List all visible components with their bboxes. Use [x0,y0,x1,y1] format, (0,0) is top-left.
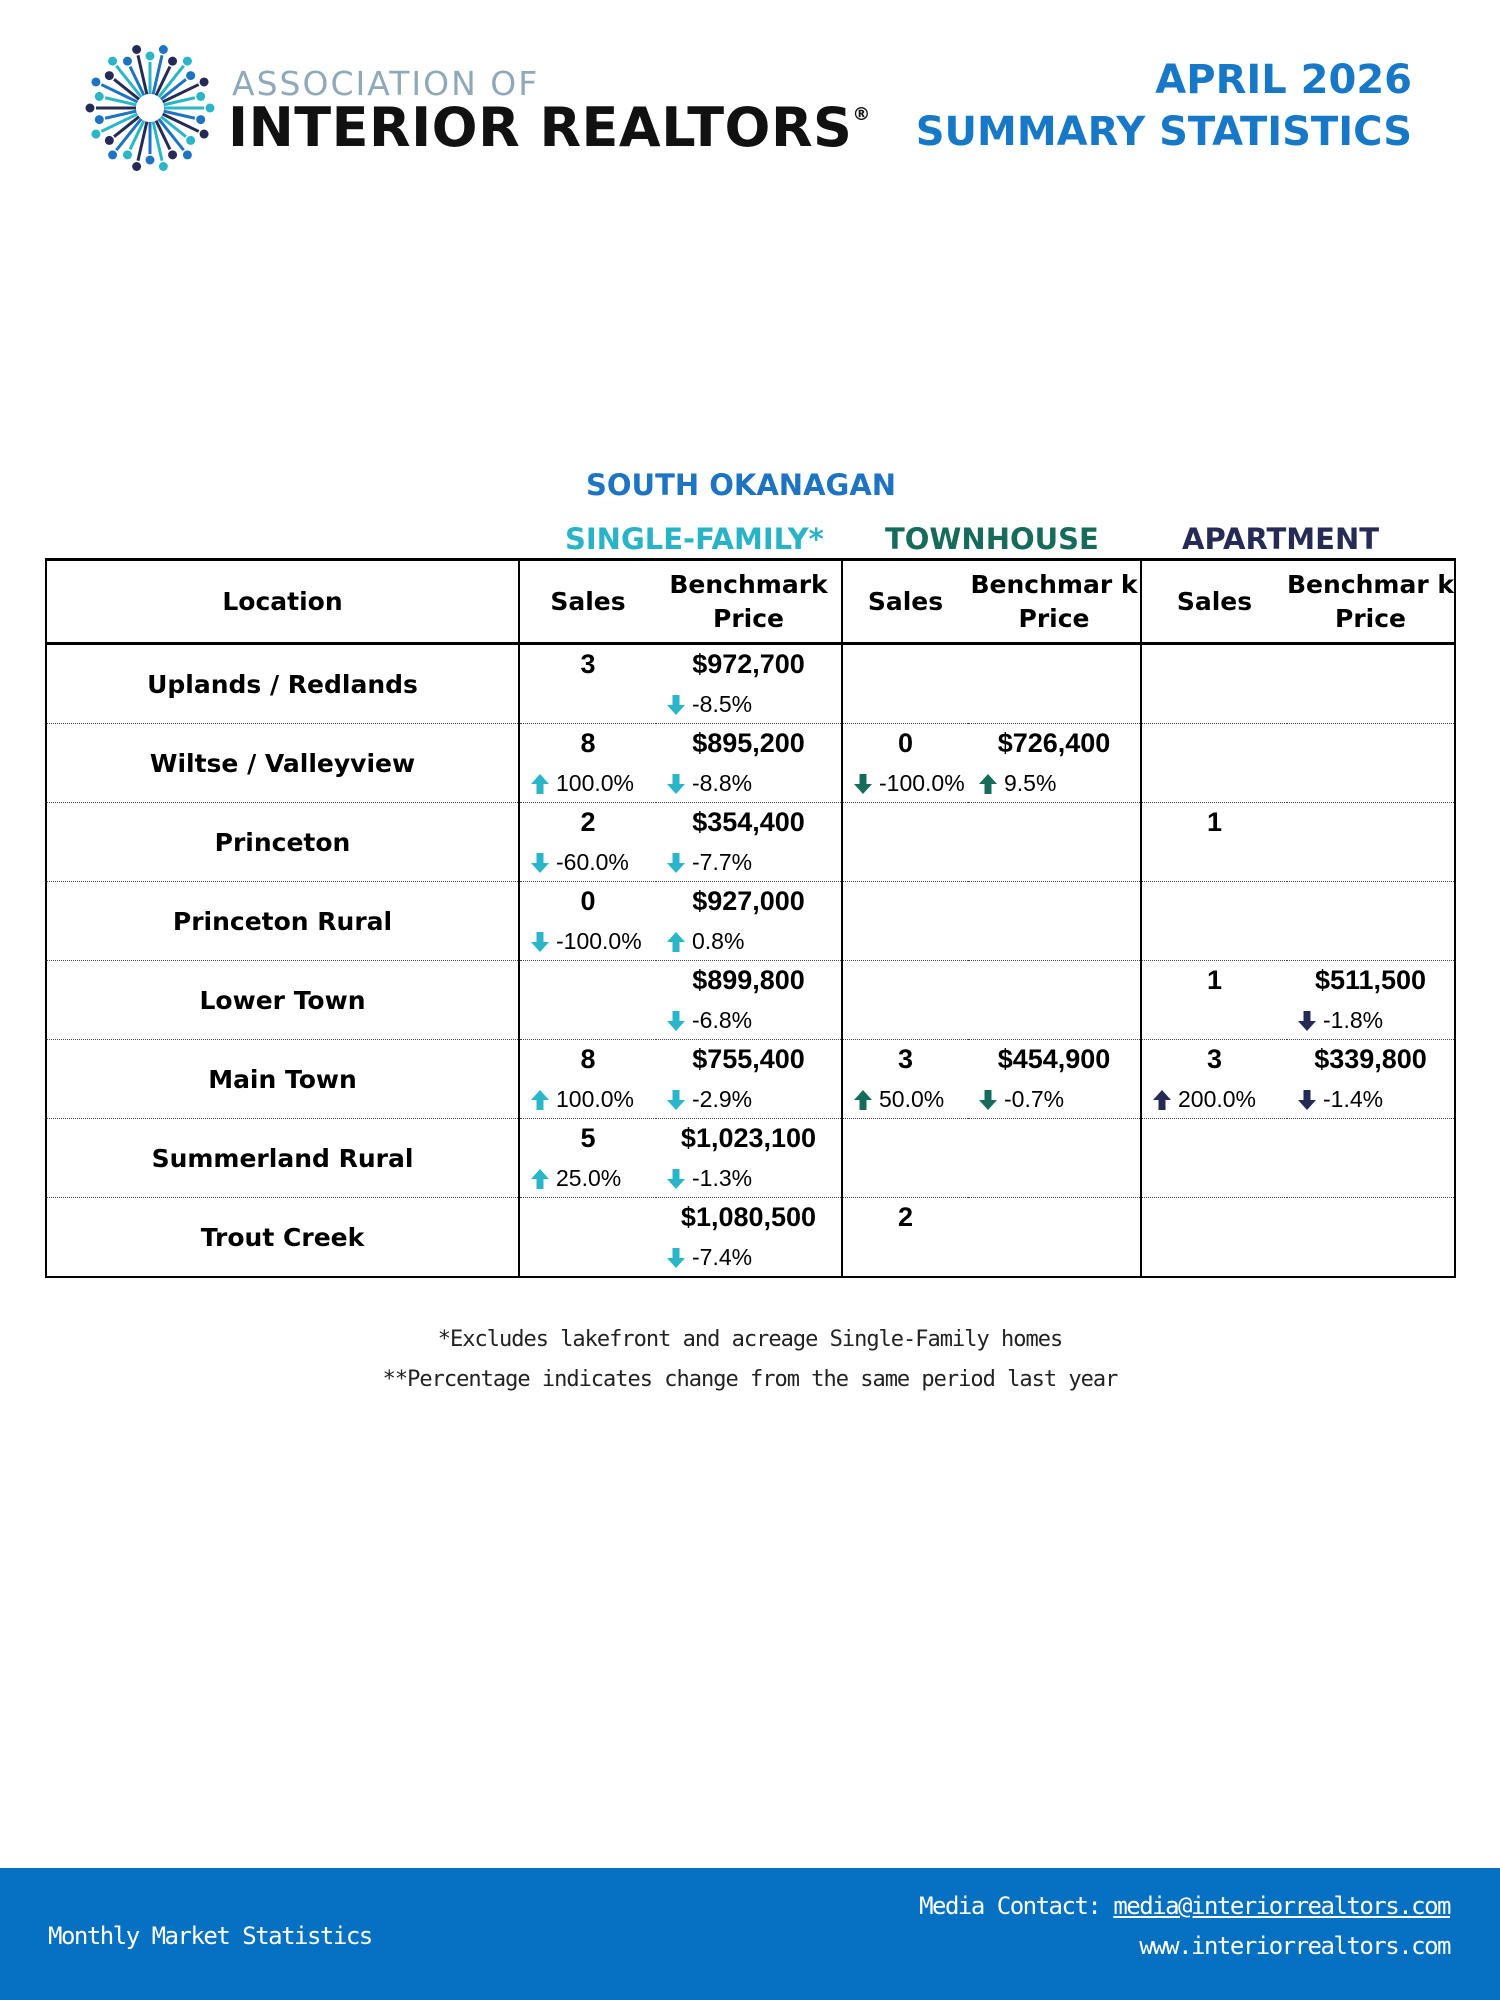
ap-price-content [1287,645,1454,723]
th-price-cell [968,961,1141,1040]
sf-sales-change [530,849,629,876]
table-row [46,1119,1455,1198]
sf-price-change [666,1007,752,1034]
group-label-townhouse: TOWNHOUSE [885,522,1099,556]
ap-price-cell [1287,803,1455,882]
ap-price-content [1287,1119,1454,1197]
sf-sales-content [520,724,656,802]
ap-sales-cell [1141,961,1287,1040]
th-sales-change [853,770,965,797]
media-contact-email-link[interactable]: media@interiorrealtors.com [1113,1892,1450,1920]
th-price-cell [968,1119,1141,1198]
location-cell: Trout Creek [46,1198,519,1278]
media-contact-label: Media Contact: [919,1892,1114,1920]
sf-price-change [666,1244,752,1271]
location-cell: Princeton Rural [46,882,519,961]
ap-sales-value: 3 [1206,1044,1223,1074]
ap-price-value: $339,800 [1314,1044,1427,1074]
sf-sales-content [520,803,656,881]
table-row [46,644,1455,724]
ap-sales-change [1152,1086,1256,1113]
th-sales-cell [842,644,968,724]
column-header-sf-sales: Sales [519,560,656,644]
report-title [916,54,1412,158]
sf-price-change-text: -7.7% [692,849,753,875]
sf-price-value: $1,023,100 [680,1123,817,1153]
ap-sales-content [1142,1119,1287,1197]
ap-sales-content [1142,645,1287,723]
sf-price-value: $354,400 [692,807,805,837]
org-name-text: INTERIOR REALTORS [228,96,853,159]
footnote-2: **Percentage indicates change from the same period last year [382,1367,1118,1392]
arrow-down-icon [1297,1089,1317,1111]
logo-dot [196,115,205,124]
sf-price-change [666,691,752,718]
sf-price-content [656,1119,841,1197]
sf-price-value: $899,800 [692,965,805,995]
th-sales-cell [842,803,968,882]
org-name-line2 [228,96,871,159]
arrow-up-icon [1152,1089,1172,1111]
sf-price-cell [656,1198,842,1278]
sf-sales-content [520,882,656,960]
header [0,0,1500,200]
sf-price-cell [656,1040,842,1119]
sf-sales-value: 2 [580,807,596,837]
table-row [46,1198,1455,1278]
th-price-cell [968,1198,1141,1278]
column-header-th-sales: Sales [842,560,968,644]
logo-dot [95,92,104,101]
ap-sales-content [1142,1198,1287,1276]
ap-price-change-text: -1.4% [1323,1086,1384,1112]
statistics-table [45,558,1456,1278]
th-sales-content [843,1198,968,1276]
sf-price-content [656,1198,841,1276]
logo-dot [108,150,117,159]
th-sales-value: 0 [897,728,914,758]
logo-dot [200,130,209,139]
table-row [46,724,1455,803]
ap-sales-value: 1 [1206,965,1223,995]
sf-sales-value: 8 [580,728,596,758]
column-header-sf-price: Benchmark Price [656,560,842,644]
arrow-down-icon [666,773,686,795]
arrow-down-icon [978,1089,998,1111]
ap-price-change [1297,1007,1383,1034]
logo-dot [105,71,114,80]
sf-sales-cell [519,644,656,724]
sf-sales-cell [519,724,656,803]
arrow-down-icon [530,852,550,874]
sf-price-content [656,1040,841,1118]
arrow-up-icon [978,773,998,795]
sf-price-value: $1,080,500 [680,1202,817,1232]
arrow-down-icon [666,1168,686,1190]
logo-dot [86,104,95,113]
th-price-content [968,1119,1140,1197]
th-sales-cell [842,1198,968,1278]
sf-sales-cell [519,882,656,961]
column-header-th-price: Benchmar k Price [968,560,1141,644]
ap-price-content [1287,1198,1454,1276]
ap-sales-cell [1141,882,1287,961]
sf-sales-content [520,645,656,723]
ap-sales-change-text: 200.0% [1178,1086,1257,1112]
table-row [46,882,1455,961]
sf-price-value: $755,400 [692,1044,805,1074]
ap-sales-value: 1 [1206,807,1223,837]
sf-price-change-text: -1.3% [692,1165,753,1191]
th-price-change [978,1086,1064,1113]
sf-sales-change [530,928,642,955]
sf-price-change-text: -6.8% [692,1007,753,1033]
th-sales-content [843,882,968,960]
logo-dot [196,92,205,101]
arrow-down-icon [666,852,686,874]
ap-price-cell [1287,961,1455,1040]
sf-price-change-text: -8.8% [692,770,753,796]
arrow-down-icon [666,694,686,716]
logo-dot [146,156,155,165]
sf-sales-change-text: -60.0% [556,849,629,875]
logo-dot [132,162,141,171]
sf-sales-content [520,1119,656,1197]
sf-sales-cell [519,961,656,1040]
group-label-apartment: APARTMENT [1182,522,1380,556]
th-price-content [968,882,1140,960]
arrow-up-icon [530,1168,550,1190]
group-label-single-family: SINGLE-FAMILY* [565,522,824,556]
logo-dot [95,115,104,124]
logo-dot [105,136,114,145]
sf-sales-change-text: 100.0% [556,770,635,796]
logo-dot [123,57,132,66]
ap-price-content [1287,803,1454,881]
ap-price-content [1287,882,1454,960]
ap-sales-cell [1141,724,1287,803]
th-sales-cell [842,882,968,961]
footnotes [0,1320,1500,1400]
sf-sales-cell [519,1198,656,1278]
th-sales-content [843,803,968,881]
sf-price-content [656,961,841,1039]
location-cell: Summerland Rural [46,1119,519,1198]
th-sales-value: 3 [897,1044,914,1074]
th-price-content [968,961,1140,1039]
sf-price-change [666,1165,752,1192]
th-price-content [968,1198,1140,1276]
report-month: APRIL 2026 [1155,57,1412,103]
ap-sales-cell [1141,644,1287,724]
sf-sales-content [520,1198,656,1276]
sf-price-change [666,849,752,876]
ap-sales-content [1142,803,1287,881]
th-sales-content [843,724,968,802]
th-sales-cell [842,961,968,1040]
th-sales-content [843,1040,968,1118]
arrow-up-icon [666,931,686,953]
sf-sales-value: 3 [580,649,596,679]
ap-sales-content [1142,1040,1287,1118]
sf-sales-change-text: 25.0% [556,1165,622,1191]
ap-price-cell [1287,1119,1455,1198]
th-price-cell [968,882,1141,961]
ap-sales-content [1142,961,1287,1039]
table-row [46,803,1455,882]
th-price-content [968,724,1140,802]
th-price-cell [968,803,1141,882]
sf-price-cell [656,882,842,961]
arrow-down-icon [666,1089,686,1111]
sf-sales-content [520,1040,656,1118]
ap-price-change-text: -1.8% [1323,1007,1384,1033]
logo-dot [132,45,141,54]
location-cell: Main Town [46,1040,519,1119]
th-price-cell [968,724,1141,803]
arrow-up-icon [530,773,550,795]
th-sales-change [853,1086,944,1113]
arrow-down-icon [853,773,873,795]
table-header-row [46,560,1455,644]
th-price-change [978,770,1056,797]
ap-sales-cell [1141,1040,1287,1119]
website-text: www.interiorrealtors.com [1139,1932,1450,1960]
ap-sales-content [1142,724,1287,802]
sf-price-change-text: -7.4% [692,1244,753,1270]
logo-dot [206,104,215,113]
logo-dot [159,45,168,54]
th-sales-cell [842,724,968,803]
th-sales-content [843,961,968,1039]
sf-sales-change [530,1086,634,1113]
footer-bar [0,1868,1500,2000]
logo-dot [159,162,168,171]
th-price-cell [968,644,1141,724]
th-price-cell [968,1040,1141,1119]
ap-price-cell [1287,1198,1455,1278]
sf-sales-change-text: 100.0% [556,1086,635,1112]
column-header-ap-price: Benchmar k Price [1287,560,1455,644]
footer-contact [919,1886,1450,1966]
sf-price-change-text: 0.8% [692,928,745,954]
sf-sales-change-text: -100.0% [556,928,642,954]
sf-price-cell [656,724,842,803]
th-price-change-text: -0.7% [1004,1086,1065,1112]
sf-price-cell [656,961,842,1040]
sf-sales-cell [519,1119,656,1198]
table-row [46,1040,1455,1119]
ap-price-content [1287,1040,1454,1118]
arrow-down-icon [530,931,550,953]
location-cell: Uplands / Redlands [46,644,519,724]
ap-price-content [1287,724,1454,802]
sf-sales-change [530,770,634,797]
logo-dot [168,57,177,66]
media-contact-line [919,1886,1450,1926]
sf-sales-content [520,961,656,1039]
arrow-down-icon [1297,1010,1317,1032]
sf-price-change [666,928,744,955]
logo-dot [123,150,132,159]
ap-sales-content [1142,882,1287,960]
sf-price-cell [656,1119,842,1198]
org-name-line1: ASSOCIATION OF [232,64,540,103]
sf-price-content [656,645,841,723]
sf-price-cell [656,803,842,882]
th-price-content [968,645,1140,723]
sf-price-cell [656,644,842,724]
sf-sales-value: 8 [580,1044,596,1074]
sf-price-change [666,1086,752,1113]
th-sales-change-text: -100.0% [879,770,965,796]
ap-price-value: $511,500 [1314,965,1427,995]
ap-price-cell [1287,1040,1455,1119]
region-title: SOUTH OKANAGAN [586,468,897,502]
sf-price-change-text: -8.5% [692,691,753,717]
starburst-logo-icon [80,38,220,178]
sf-sales-value: 0 [580,886,596,916]
sf-sales-cell [519,803,656,882]
logo-dot [183,57,192,66]
location-cell: Princeton [46,803,519,882]
ap-sales-cell [1141,1119,1287,1198]
ap-sales-cell [1141,803,1287,882]
th-sales-cell [842,1119,968,1198]
ap-price-cell [1287,882,1455,961]
th-price-change-text: 9.5% [1004,770,1057,796]
arrow-up-icon [530,1089,550,1111]
footer-left-text: Monthly Market Statistics [48,1922,372,1950]
th-sales-value: 2 [897,1202,914,1232]
ap-price-content [1287,961,1454,1039]
logo-dot [108,57,117,66]
sf-price-change [666,770,752,797]
sf-price-content [656,724,841,802]
logo-dot [91,130,100,139]
sf-sales-cell [519,1040,656,1119]
logo-dot [146,52,155,61]
column-header-location: Location [46,560,519,644]
logo-dot [186,71,195,80]
th-sales-change-text: 50.0% [879,1086,945,1112]
ap-price-change [1297,1086,1383,1113]
arrow-down-icon [666,1247,686,1269]
table-row [46,961,1455,1040]
report-subtitle: SUMMARY STATISTICS [915,109,1412,155]
registered-mark: ® [852,104,871,125]
th-price-value: $454,900 [997,1044,1111,1074]
th-sales-content [843,1119,968,1197]
ap-price-cell [1287,724,1455,803]
sf-price-value: $895,200 [692,728,805,758]
sf-sales-change [530,1165,621,1192]
location-cell: Wiltse / Valleyview [46,724,519,803]
th-price-content [968,1040,1140,1118]
th-price-content [968,803,1140,881]
location-cell: Lower Town [46,961,519,1040]
sf-price-content [656,882,841,960]
arrow-up-icon [853,1089,873,1111]
sf-price-content [656,803,841,881]
footnote-1: *Excludes lakefront and acreage Single-Family homes [437,1327,1063,1352]
th-sales-content [843,645,968,723]
logo-dot [183,150,192,159]
logo-dot [91,77,100,86]
sf-sales-value: 5 [580,1123,596,1153]
sf-price-change-text: -2.9% [692,1086,753,1112]
logo-dot [200,77,209,86]
logo-dot [186,136,195,145]
sf-price-value: $927,000 [692,886,805,916]
arrow-down-icon [666,1010,686,1032]
ap-price-cell [1287,644,1455,724]
th-sales-cell [842,1040,968,1119]
th-price-value: $726,400 [997,728,1111,758]
column-header-ap-sales: Sales [1141,560,1287,644]
sf-price-value: $972,700 [692,649,805,679]
ap-sales-cell [1141,1198,1287,1278]
logo-dot [168,150,177,159]
